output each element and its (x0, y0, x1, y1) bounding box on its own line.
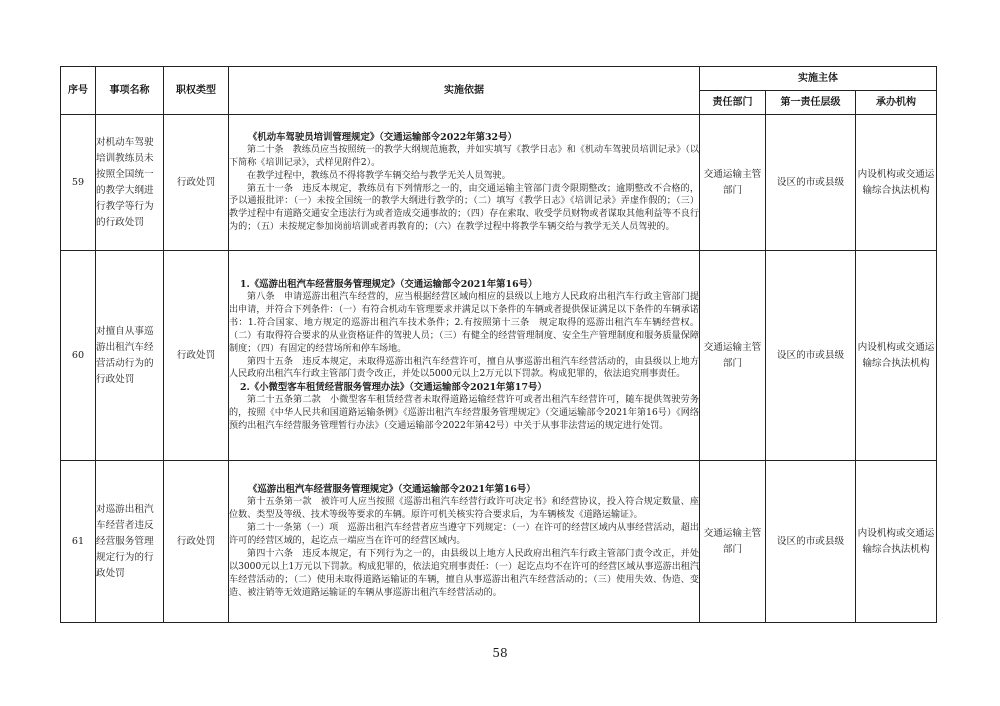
row-dept: 交通运输主管部门 (700, 461, 766, 623)
basis-paragraph: 第二十一条第（一）项 巡游出租汽车经营者应当遵守下列规定：（一）在许可的经营区域内从事经营活动，超出许可的经营区域的，起讫点一端应当在许可的经营区域内。 (229, 523, 699, 547)
row-org: 内设机构或交通运输综合执法机构 (856, 115, 937, 251)
row-org: 内设机构或交通运输综合执法机构 (856, 251, 937, 461)
row-name: 对巡游出租汽车经营者违反经营服务管理规定行为的行政处罚 (96, 461, 164, 623)
header-seq: 序号 (61, 67, 96, 115)
row-name: 对擅自从事巡游出租汽车经营活动行为的行政处罚 (96, 251, 164, 461)
basis-paragraph: 第二十五条第二款 小微型客车租赁经营者未取得道路运输经营许可或者出租汽车经营许可，随车提供驾驶劳务的，按照《中华人民共和国道路运输条例》《巡游出租汽车经营服务管理规定》（交通运输部令2021年第16号）《网络预约出租汽车经营服务管理暂行办法》（交通运输部令2022年第42号）中关于从事非法营运的规定进行处罚。 (229, 395, 699, 432)
row-level: 设区的市或县级 (766, 461, 856, 623)
header-basis: 实施依据 (229, 67, 700, 115)
basis-paragraph: 第四十六条 违反本规定，有下列行为之一的，由县级以上地方人民政府出租汽车行政主管部门责令改正，并处以3000元以上1万元以下罚款。构成犯罪的，依法追究刑事责任：（一）起讫点均不在许可的经营区域从事巡游出租汽车经营活动的；（二）使用未取得道路运输证的车辆，擅自从事巡游出租汽车经营活动的；（三）使用失效、伪造、变造、被注销等无效道路运输证的车辆从事巡游出租汽车经营活动的。 (229, 549, 699, 598)
row-seq: 60 (61, 251, 96, 461)
row-org: 内设机构或交通运输综合执法机构 (856, 461, 937, 623)
header-name: 事项名称 (96, 67, 164, 115)
basis-paragraph: 第二十条 教练员应当按照统一的教学大纲规范施教，并如实填写《教学日志》和《机动车驾驶员培训记录》（以下简称《培训记录》，式样见附件2）。 (229, 144, 699, 168)
row-dept: 交通运输主管部门 (700, 115, 766, 251)
row-basis (229, 115, 700, 251)
basis-title: 2.《小微型客车租赁经营服务管理办法》（交通运输部令2021年第17号） (240, 382, 547, 394)
row-basis (229, 251, 700, 461)
row-type: 行政处罚 (164, 461, 229, 623)
header-subject: 实施主体 (700, 67, 937, 91)
basis-title: 1.《巡游出租汽车经营服务管理规定》（交通运输部令2021年第16号） (240, 278, 538, 290)
row-type: 行政处罚 (164, 251, 229, 461)
basis-title: 《巡游出租汽车经营服务管理规定》（交通运输部令2021年第16号） (248, 484, 536, 496)
header-dept: 责任部门 (700, 91, 766, 115)
row-basis (229, 461, 700, 623)
row-name: 对机动车驾驶培训教练员未按照全国统一的教学大纲进行教学等行为的行政处罚 (96, 115, 164, 251)
basis-paragraph: 在教学过程中，教练员不得将教学车辆交给与教学无关人员驾驶。 (247, 170, 511, 181)
header-level: 第一责任层级 (766, 91, 856, 115)
table-row (61, 251, 937, 461)
regulation-table (60, 66, 937, 623)
table-row (61, 115, 937, 251)
row-level: 设区的市或县级 (766, 115, 856, 251)
row-seq: 59 (61, 115, 96, 251)
basis-title: 《机动车驾驶员培训管理规定》（交通运输部令2022年第32号） (248, 131, 517, 143)
basis-paragraph: 第四十五条 违反本规定，未取得巡游出租汽车经营许可，擅自从事巡游出租汽车经营活动的，由县级以上地方人民政府出租汽车行政主管部门责令改正，并处以5000元以上2万元以下罚款。构成犯罪的，依法追究刑事责任。 (229, 356, 699, 380)
row-seq: 61 (61, 461, 96, 623)
header-type: 职权类型 (164, 67, 229, 115)
basis-paragraph: 第十五条第一款 被许可人应当按照《巡游出租汽车经营行政许可决定书》和经营协议，投入符合规定数量、座位数、类型及等级、技术等级等要求的车辆。原许可机关核实符合要求后，为车辆核发《道路运输证》。 (229, 497, 699, 521)
row-dept: 交通运输主管部门 (700, 251, 766, 461)
page-number: 58 (492, 646, 508, 660)
row-type: 行政处罚 (164, 115, 229, 251)
basis-paragraph: 第五十一条 违反本规定，教练员有下列情形之一的，由交通运输主管部门责令限期整改；逾期整改不合格的，予以通报批评：（一）未按全国统一的教学大纲进行教学的；（二）填写《教学日志》《培训记录》弄虚作假的；（三）教学过程中有道路交通安全违法行为或者造成交通事故的；（四）存在索取、收受学员财物或者谋取其他利益等不良行为的；（五）未按规定参加岗前培训或者再教育的；（六）在教学过程中将教学车辆交给与教学无关人员驾驶的。 (229, 183, 699, 233)
row-level: 设区的市或县级 (766, 251, 856, 461)
table-row (61, 461, 937, 623)
basis-paragraph: 第八条 申请巡游出租汽车经营的，应当根据经营区域向相应的县级以上地方人民政府出租汽车行政主管部门提出申请，并符合下列条件：（一）有符合机动车管理要求并满足以下条件的车辆或者提供保证满足以下条件的车辆承诺书：1.符合国家、地方规定的巡游出租汽车技术条件；2.有按照第十三条 规定取得的巡游出租汽车车辆经营权。（二）有取得符合要求的从业资格证件的驾驶人员；（三）有健全的经营管理制度、安全生产管理制度和服务质量保障制度；（四）有固定的经营场所和停车场地。 (229, 291, 699, 354)
header-org: 承办机构 (856, 91, 937, 115)
